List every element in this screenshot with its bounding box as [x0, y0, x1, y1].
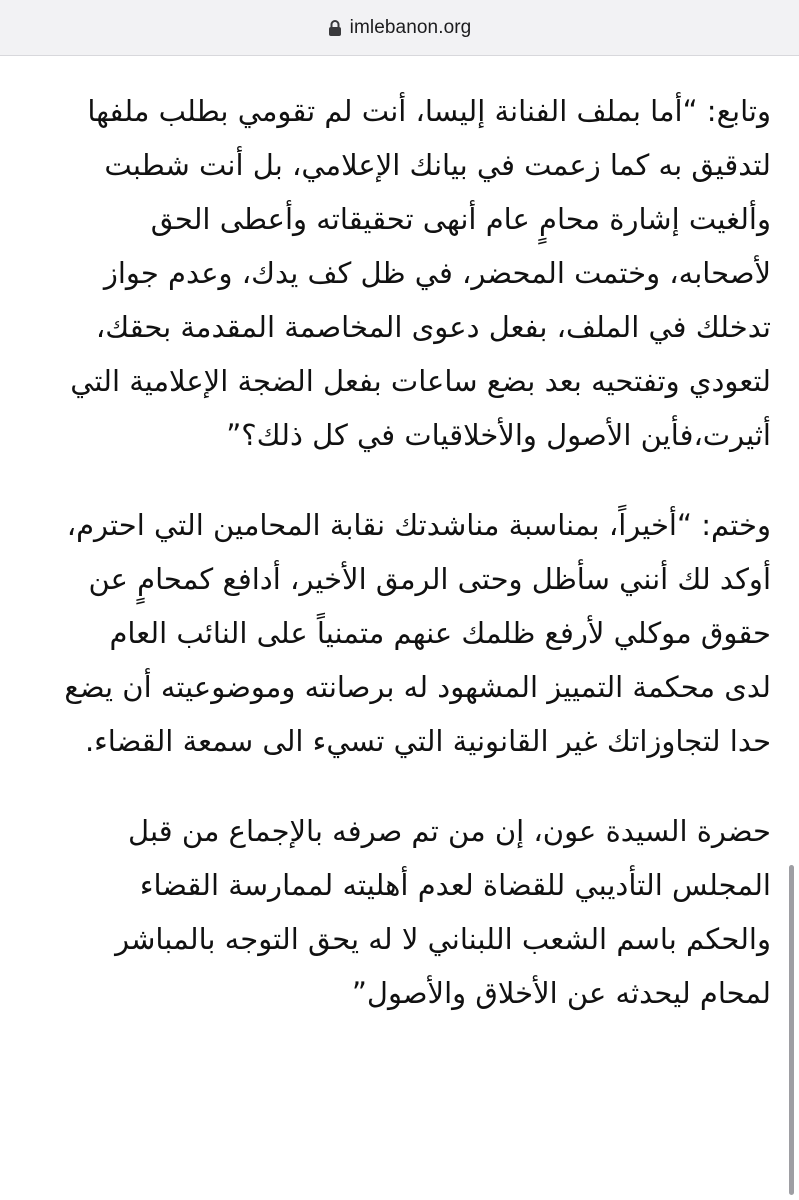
- scrollbar[interactable]: [789, 865, 794, 1195]
- url-field[interactable]: [328, 17, 472, 39]
- address-bar: [0, 0, 799, 56]
- url-text: imlebanon.org: [349, 16, 472, 38]
- article-paragraph: حضرة السيدة عون، إن من تم صرفه بالإجماع من قبل المجلس التأديبي للقضاة لعدم أهليته لممارسة القضاء والحكم باسم الشعب اللبناني لا له يحق التوجه بالمباشر لمحام ليحدثه عن الأخلاق والأصول”: [115, 814, 771, 1010]
- article-paragraph: وختم: “أخيراً، بمناسبة مناشدتك نقابة المحامين التي احترم، أوكد لك أنني سأظل وحتى الرمق الأخير، أدافع كمحامٍ عن حقوق موكلي لأرفع ظلمك عنهم متمنياً على النائب العام لدى محكمة التمييز المشهود له برصانته وموضوعيته أن يضع حدا لتجاوزاتك غير القانونية التي تسيء الى سمعة القضاء.: [64, 508, 771, 758]
- article-paragraph: وتابع: “أما بملف الفنانة إليسا، أنت لم تقومي بطلب ملفها لتدقيق به كما زعمت في بيانك الإعلامي، بل أنت شطبت وألغيت إشارة محامٍ عام أنهى تحقيقاته وأعطى الحق لأصحابه، وختمت المحضر، في ظل كف يدك، وعدم جواز تدخلك في الملف، بفعل دعوى المخاصمة المقدمة بحقك، لتعودي وتفتحيه بعد بضع ساعات بفعل الضجة الإعلامية التي أثيرت،فأين الأصول والأخلاقيات في كل ذلك؟”: [70, 94, 771, 452]
- article-body: [55, 84, 771, 1020]
- lock-icon: [328, 19, 342, 37]
